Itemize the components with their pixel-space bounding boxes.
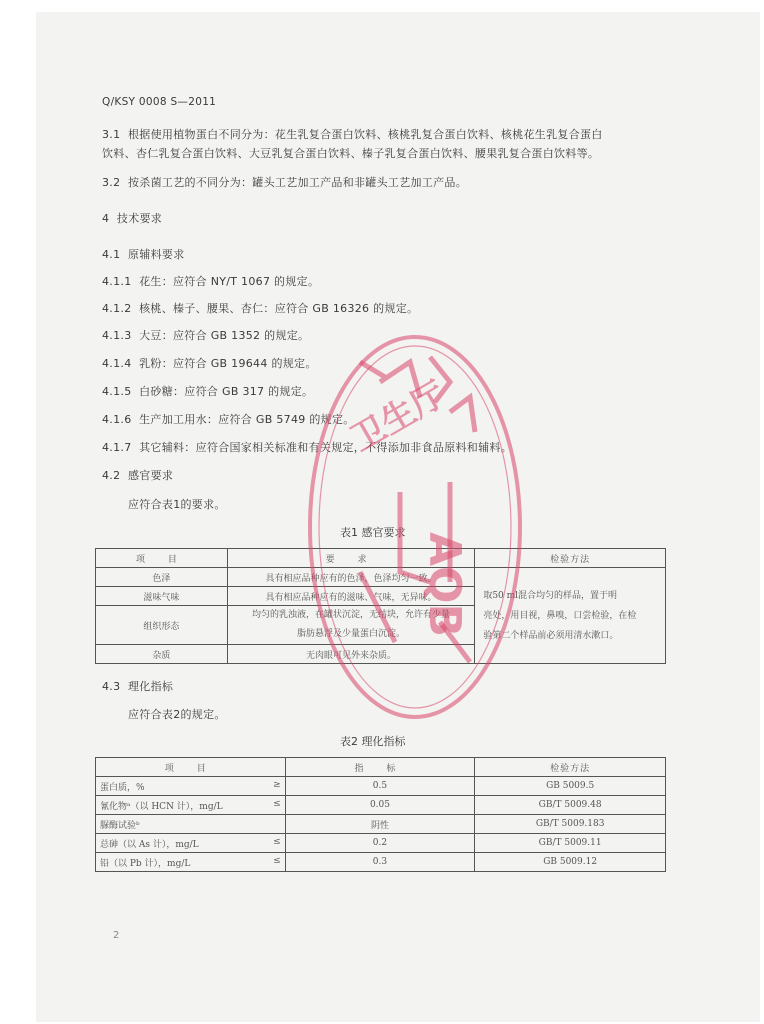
row-method: GB 5009.5	[475, 777, 666, 796]
seal-top-text: 卫生厅	[344, 374, 453, 460]
table-row	[96, 815, 666, 834]
section-4-1-4: 4.1.4 乳粉：应符合 GB 19644 的规定。	[102, 357, 317, 370]
table-row	[96, 568, 666, 587]
seal-side-text: AQB	[419, 532, 470, 637]
row-method: GB 5009.12	[475, 853, 666, 872]
table-row	[96, 834, 666, 853]
section-4-1-5: 4.1.5 白砂糖：应符合 GB 317 的规定。	[102, 385, 314, 398]
table-header-row	[96, 549, 666, 568]
section-3-1-cont: 饮料、杏仁乳复合蛋白饮料、大豆乳复合蛋白饮料、榛子乳复合蛋白饮料、腰果乳复合蛋白饮料等。	[102, 147, 600, 160]
row-value: 0.2	[285, 834, 475, 853]
row-item: 铅（以 Pb 计），mg/L ≤	[96, 853, 286, 872]
standard-code: Q/KSY 0008 S—2011	[102, 96, 217, 108]
row-requirement: 具有相应品种应有的色泽，色泽均匀一致。	[227, 568, 475, 587]
section-4-1-1: 4.1.1 花生：应符合 NY/T 1067 的规定。	[102, 275, 320, 288]
row-item: 总砷（以 As 计），mg/L ≤	[96, 834, 286, 853]
physicochemical-table	[95, 757, 666, 872]
section-4-heading: 4 技术要求	[102, 212, 163, 225]
row-value: 阴性	[285, 815, 475, 834]
row-method: GB/T 5009.48	[475, 796, 666, 815]
header-method: 检验方法	[475, 758, 666, 777]
row-item: 氰化物ᵃ（以 HCN 计），mg/L ≤	[96, 796, 286, 815]
section-4-1-2: 4.1.2 核桃、榛子、腰果、杏仁：应符合 GB 16326 的规定。	[102, 302, 419, 315]
section-4-1: 4.1 原辅料要求	[102, 248, 185, 261]
header-index: 指 标	[285, 758, 475, 777]
row-method: GB/T 5009.11	[475, 834, 666, 853]
section-4-1-6: 4.1.6 生产加工用水：应符合 GB 5749 的规定。	[102, 413, 355, 426]
requirement-line: 均匀的乳浊液，在罐状沉淀，无结块，允许有少量	[252, 610, 451, 620]
method-line: 取50 ml混合均匀的样品，置于明	[483, 590, 618, 601]
table-row	[96, 853, 666, 872]
table-header-row	[96, 758, 666, 777]
section-3-2: 3.2 按杀菌工艺的不同分为：罐头工艺加工产品和非罐头工艺加工产品。	[102, 176, 467, 189]
row-value: 0.3	[285, 853, 475, 872]
row-requirement: 无肉眼可见外来杂质。	[227, 645, 475, 664]
section-4-3-text: 应符合表2的规定。	[128, 708, 226, 721]
row-value: 0.5	[285, 777, 475, 796]
row-requirement	[227, 606, 475, 645]
method-line: 验第二个样品前必须用清水漱口。	[483, 630, 619, 641]
table1-caption: 表1 感官要求	[340, 526, 406, 539]
row-item: 组织形态	[96, 606, 228, 645]
section-4-2: 4.2 感官要求	[102, 469, 174, 482]
table-row	[96, 796, 666, 815]
method-cell	[475, 568, 666, 664]
row-item: 蛋白质，% ≥	[96, 777, 286, 796]
header-requirement: 要 求	[227, 549, 475, 568]
section-4-2-text: 应符合表1的要求。	[128, 498, 226, 511]
sensory-table	[95, 548, 666, 664]
row-item: 杂质	[96, 645, 228, 664]
row-requirement: 具有相应品种应有的滋味、气味，无异味。	[227, 587, 475, 606]
row-item: 滋味气味	[96, 587, 228, 606]
section-4-1-3: 4.1.3 大豆：应符合 GB 1352 的规定。	[102, 329, 310, 342]
page-number: 2	[113, 930, 120, 941]
row-method: GB/T 5009.183	[475, 815, 666, 834]
section-4-3: 4.3 理化指标	[102, 680, 174, 693]
table-row	[96, 777, 666, 796]
header-item: 项 目	[96, 549, 228, 568]
requirement-line: 脂肪悬浮及少量蛋白沉淀。	[297, 629, 406, 639]
header-method: 检验方法	[475, 549, 666, 568]
table2-caption: 表2 理化指标	[340, 735, 406, 748]
section-4-1-7: 4.1.7 其它辅料：应符合国家相关标准和有关规定，不得添加非食品原料和辅料。	[102, 441, 512, 454]
header-item: 项 目	[96, 758, 286, 777]
section-3-1: 3.1 根据使用植物蛋白不同分为：花生乳复合蛋白饮料、核桃乳复合蛋白饮料、核桃花生乳复合蛋白	[102, 128, 603, 141]
method-line: 亮处，用目视，鼻嗅，口尝检验，在检	[483, 610, 637, 621]
row-item: 脲酶试验ᵇ	[96, 815, 286, 834]
row-item: 色泽	[96, 568, 228, 587]
row-value: 0.05	[285, 796, 475, 815]
